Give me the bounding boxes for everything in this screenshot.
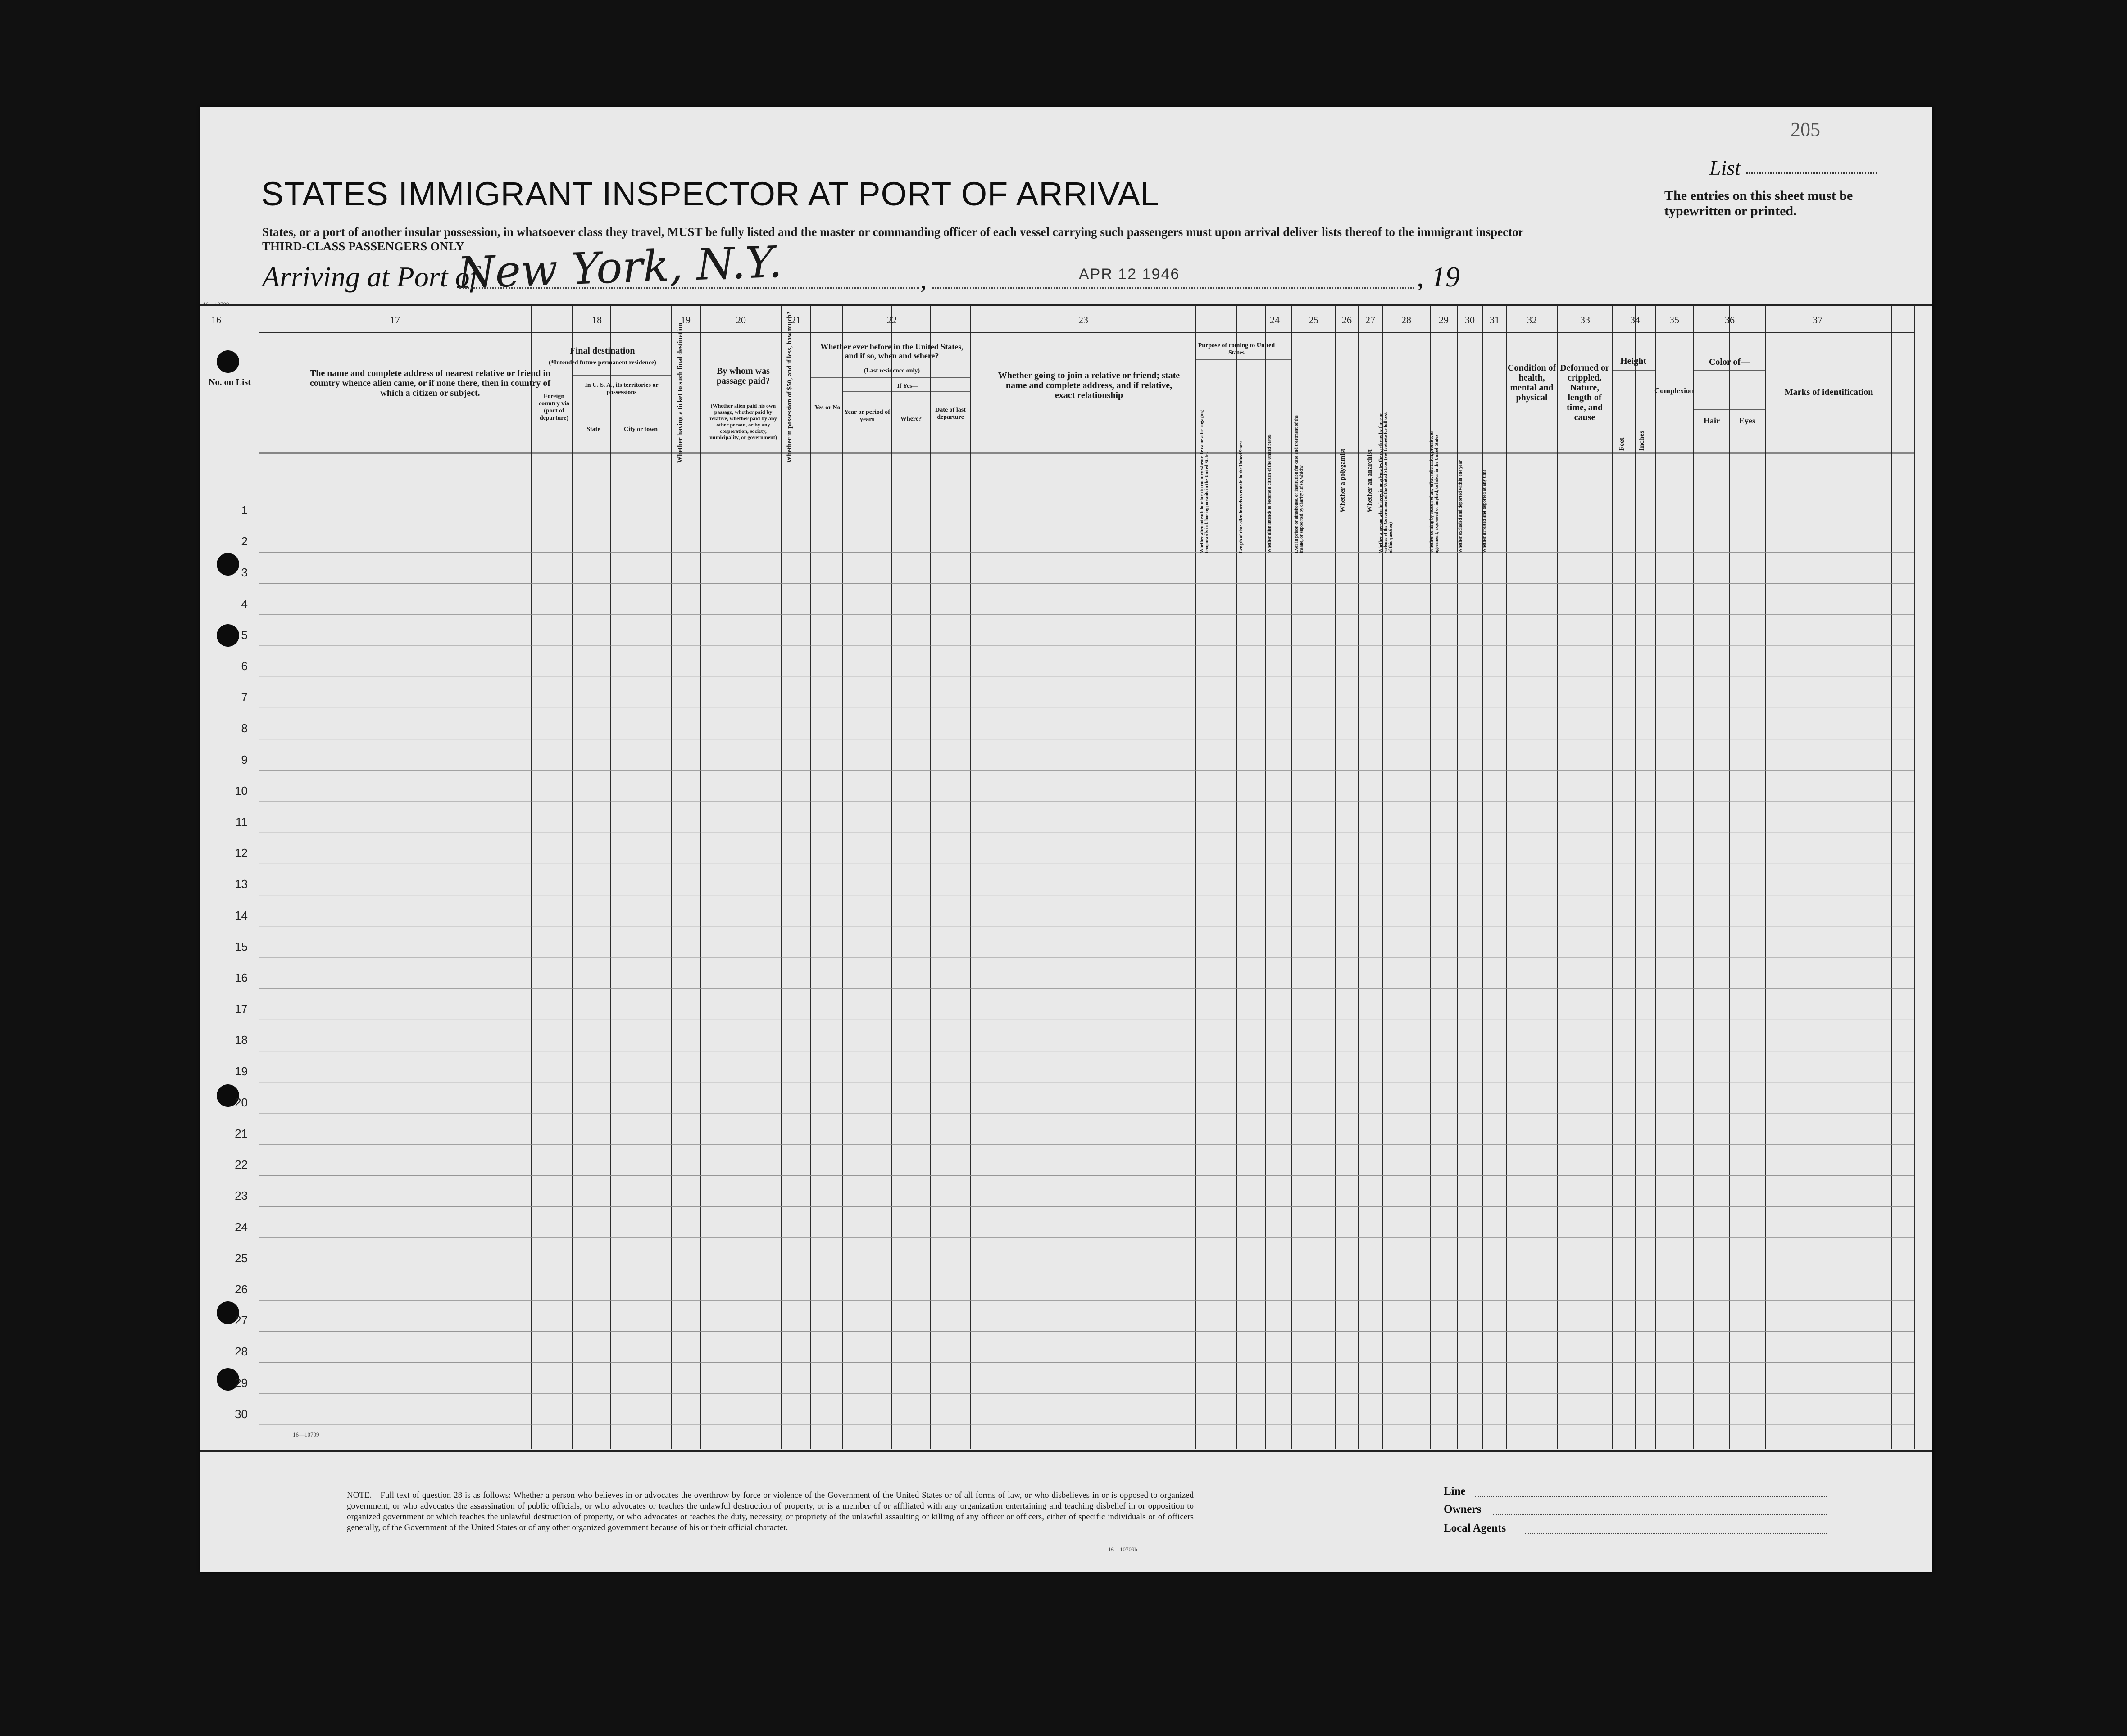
column-number: 21 <box>791 314 801 326</box>
col37-header: Marks of identification <box>1784 387 1873 397</box>
row-number: 4 <box>241 597 248 611</box>
col22-title: Whether ever before in the United States, and if so, when and where? <box>820 342 964 360</box>
col34-feet: Feet <box>1618 437 1626 451</box>
col22-yesno: Yes or No <box>814 404 841 411</box>
column-number: 30 <box>1465 314 1475 326</box>
row-number: 26 <box>235 1283 248 1296</box>
row-number: 20 <box>235 1095 248 1109</box>
owners-fill <box>1493 1514 1827 1515</box>
row-number: 12 <box>235 846 248 860</box>
row-number: 13 <box>235 877 248 891</box>
row-number: 22 <box>235 1158 248 1172</box>
col33-header: Deformed or crippled. Nature, length of time, and cause <box>1560 363 1609 422</box>
row-number: 21 <box>235 1127 248 1140</box>
col18-usa: In U. S. A., its territories or possessions <box>585 382 659 396</box>
row-number: 17 <box>235 1002 248 1016</box>
col36-eyes: Eyes <box>1739 416 1755 425</box>
question-28-footnote: NOTE.—Full text of question 28 is as follows: Whether a person who believes in or advocates the overthrow by force or violence of the Government of the United States or of all forms of law, or who disbelieves in or is opposed to organized government, or who advocates the assassination of public officials, or who advocates or teaches the unlawful destruction of property, or is a member of or affiliated with any organization entertaining and teaching disbelief in or opposition to organized government or which teaches the unlawful destruction of property, or who advocates or teaches the duty, necessity, or propriety of the unlawful assaulting or killing of any officer or officers, either of specific individuals or of officers generally, of the Government of the United States or of any other organized government because of his or their official character. <box>347 1491 1194 1532</box>
column-number: 23 <box>1078 314 1088 326</box>
row-number: 23 <box>235 1189 248 1203</box>
local-agents-fill <box>1525 1533 1827 1534</box>
column-number: 26 <box>1342 314 1352 326</box>
column-number: 34 <box>1630 314 1640 326</box>
row-number: 16 <box>235 971 248 984</box>
column-number: 16 <box>211 314 221 326</box>
row-number: 9 <box>241 752 248 766</box>
col18-state: State <box>586 426 600 433</box>
owners-label: Owners <box>1444 1503 1482 1515</box>
form-number: 16—10709 <box>293 1431 319 1438</box>
row-number: 8 <box>241 721 248 735</box>
col24-title: Purpose of coming to United States <box>1198 342 1275 356</box>
row-number: 3 <box>241 566 248 580</box>
row-number: 28 <box>235 1345 248 1359</box>
col27-header: Whether an anarchist <box>1366 449 1373 512</box>
arrival-date-stamp: APR 12 1946 <box>1079 266 1180 283</box>
col18-title: Final destination <box>570 346 635 356</box>
row-number: 27 <box>235 1314 248 1328</box>
row-number: 24 <box>235 1220 248 1234</box>
column-number: 35 <box>1669 314 1679 326</box>
col20-title: By whom was passage paid? <box>716 366 770 386</box>
row-number: 19 <box>235 1064 248 1078</box>
table-bottom-rule <box>200 1450 1932 1452</box>
local-agents-label: Local Agents <box>1444 1522 1506 1534</box>
list-label: List <box>1709 156 1741 179</box>
column-number: 33 <box>1580 314 1590 326</box>
form-number: 16—10709 <box>203 301 229 308</box>
column-number: 22 <box>887 314 897 326</box>
form-number: 16—10709b <box>1108 1546 1137 1553</box>
row-number: 11 <box>236 815 248 829</box>
row-number: 14 <box>235 908 248 922</box>
port-comma: , <box>920 266 927 294</box>
col24a-header: Whether alien intends to return to country whence he came after engaging temporarily in laboring pursuits in the United States <box>1200 410 1209 553</box>
col32-header: Condition of health, mental and physical <box>1507 363 1556 403</box>
col25-header: Ever in prison or almshouse, or institution for care and treatment of the insane, or supported by charity? If so, which? <box>1294 415 1304 553</box>
row-number: 7 <box>241 690 248 704</box>
column-number: 36 <box>1725 314 1735 326</box>
col16-header: No. on List <box>209 377 251 387</box>
col22-period: Year or period of years <box>844 409 890 423</box>
col17-header: The name and complete address of nearest relative or friend in country whence alien came, or if none there, then in country of which a citizen or subject. <box>309 368 551 398</box>
arriving-port-label: Arriving at Port of <box>262 261 478 293</box>
passenger-class-label: THIRD-CLASS PASSENGERS ONLY <box>262 240 464 253</box>
col36-title: Color of— <box>1709 357 1750 367</box>
row-number: 18 <box>235 1033 248 1047</box>
column-number: 29 <box>1439 314 1449 326</box>
row-number: 2 <box>241 535 248 548</box>
row-number: 1 <box>241 503 248 517</box>
page-number: 205 <box>1791 118 1820 141</box>
column-number: 28 <box>1401 314 1411 326</box>
column-number: 25 <box>1309 314 1318 326</box>
column-number: 37 <box>1813 314 1822 326</box>
col29-header: Whether coming by reason of any offer, solicitation, promise, or agreement, expressed or implied, to labor in the United States <box>1429 431 1439 553</box>
col23-header: Whether going to join a relative or friend; state name and complete address, and if relative, exact relationship <box>998 371 1180 400</box>
form-title: STATES IMMIGRANT INSPECTOR AT PORT OF ARRIVAL <box>261 175 1160 213</box>
col34-inches: Inches <box>1638 431 1645 451</box>
col22-date: Date of last departure <box>935 407 966 421</box>
column-number: 32 <box>1527 314 1537 326</box>
manifest-sheet <box>200 107 1932 1572</box>
col22-ifyes: If Yes— <box>897 383 918 390</box>
form-subtitle: States, or a port of another insular possession, in whatsoever class they travel, MUST be fully listed and the master or commanding officer of each vessel carrying such passengers must upon arrival deliver lists thereof to the immigrant inspector <box>262 225 1524 239</box>
arrival-port-handwritten: New York, N.Y. <box>456 236 783 299</box>
manifest-grid <box>200 107 1932 1572</box>
row-number: 10 <box>235 784 248 798</box>
col22-subtitle: (Last residence only) <box>864 367 920 374</box>
col19-header: Whether having a ticket to such final destination <box>677 323 684 463</box>
col31-header: Whether arrested and deported at any time <box>1482 469 1487 553</box>
row-number: 6 <box>241 659 248 673</box>
col35-header: Complexion <box>1654 386 1694 395</box>
col18-foreign: Foreign country via (port of departure) <box>538 393 570 422</box>
col21-header: Whether in possession of $50, and if less, how much? <box>786 311 793 463</box>
column-number: 24 <box>1270 314 1280 326</box>
entries-note: The entries on this sheet must be typewritten or printed. <box>1664 188 1853 218</box>
col20-subtitle: (Whether alien paid his own passage, whether paid by relative, whether paid by any other person, or by any corporation, society, municipality, or government) <box>709 403 777 440</box>
col36-hair: Hair <box>1704 416 1720 425</box>
line-fill <box>1475 1496 1827 1497</box>
row-number: 25 <box>235 1251 248 1265</box>
row-number: 5 <box>241 628 248 642</box>
year-prefix: , 19 <box>1417 261 1460 293</box>
col18-city: City or town <box>623 426 658 433</box>
col24b-header: Length of time alien intends to remain in the United States <box>1239 440 1244 553</box>
column-number: 20 <box>736 314 746 326</box>
col30-header: Whether excluded and deported within one year <box>1458 460 1463 553</box>
row-number: 30 <box>235 1407 248 1421</box>
col26-header: Whether a polygamist <box>1339 449 1346 512</box>
col24c-header: Whether alien intends to become a citizen of the United States <box>1267 434 1272 553</box>
col18-subtitle: (*Intended future permanent residence) <box>549 359 656 366</box>
line-label: Line <box>1444 1485 1466 1497</box>
column-number: 18 <box>592 314 602 326</box>
column-number: 17 <box>390 314 400 326</box>
column-number: 27 <box>1365 314 1375 326</box>
row-number: 29 <box>235 1376 248 1390</box>
row-number: 15 <box>235 939 248 953</box>
column-number: 19 <box>681 314 691 326</box>
column-number: 31 <box>1490 314 1500 326</box>
col34-title: Height <box>1620 356 1646 366</box>
col28-header: Whether a person who believes in or advocates the overthrow by force or violence of the Government of the United States (See footnote for full text of this question) <box>1378 412 1393 553</box>
col22-where: Where? <box>900 416 922 422</box>
